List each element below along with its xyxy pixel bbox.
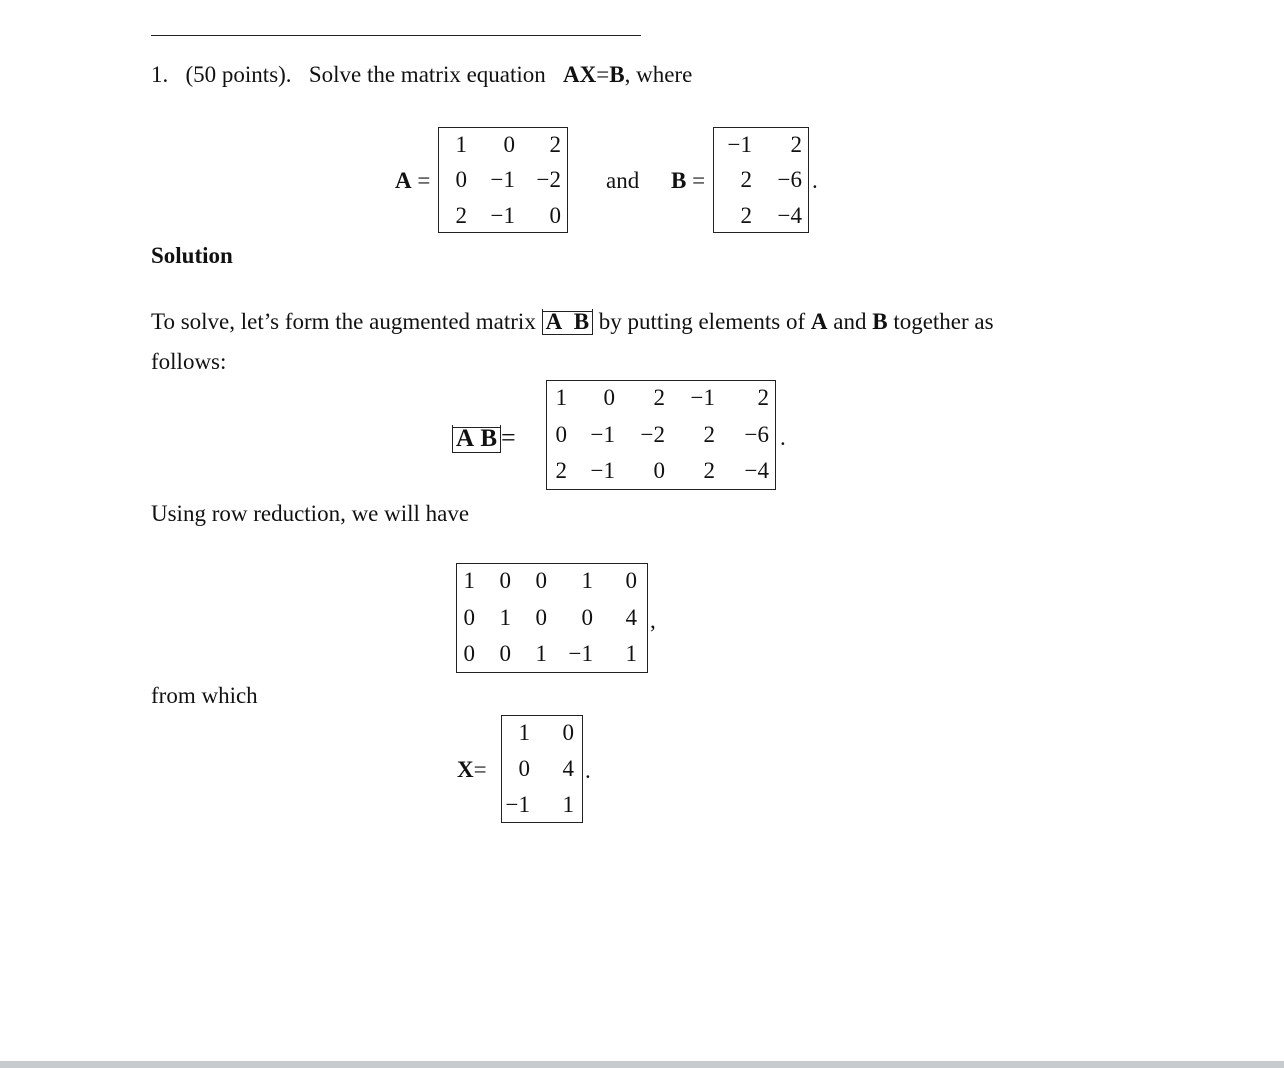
reduced-matrix-cell: 0 <box>625 568 637 593</box>
augmented-matrix-cell: 0 <box>603 385 615 410</box>
matrix-a-cell: 1 <box>455 132 467 157</box>
matrix-a-cell: 2 <box>549 132 561 157</box>
augmented-matrix <box>546 380 776 490</box>
reduced-matrix-cell: 0 <box>463 604 475 630</box>
reduced-matrix-cell: 1 <box>581 568 593 593</box>
matrix-a-cell: 2 <box>455 202 467 228</box>
reduced-matrix-cell: 0 <box>499 568 511 593</box>
matrix-x-label: X= <box>457 757 487 782</box>
page-bottom-bar <box>0 1061 1284 1068</box>
reduced-matrix-cell: 0 <box>463 641 475 667</box>
reduced-comma: , <box>650 608 656 633</box>
matrix-a-cell: −1 <box>490 202 515 228</box>
problem-points: (50 points). <box>185 62 292 87</box>
matrix-x-cell: 1 <box>518 720 530 745</box>
augmented-bracket: A B <box>542 309 593 335</box>
reduced-matrix-cell: 4 <box>625 604 637 630</box>
matrix-a-cell: −2 <box>536 167 561 193</box>
augmented-matrix-cell: −2 <box>640 421 665 447</box>
matrix-b <box>713 127 809 233</box>
augmented-matrix-cell: −1 <box>690 385 715 410</box>
augmented-label: A B = <box>452 423 516 453</box>
matrix-b-cell: −1 <box>727 132 752 157</box>
matrix-x-cell: 0 <box>518 756 530 781</box>
matrix-a-cell: 0 <box>549 202 561 228</box>
matrix-b-cell: 2 <box>740 167 752 193</box>
reduced-matrix-cell: 0 <box>535 568 547 593</box>
from-which-text: from which <box>151 683 258 708</box>
solution-heading: Solution <box>151 243 233 268</box>
problem-after: , where <box>624 62 693 87</box>
matrix-x-cell: 1 <box>562 792 574 817</box>
augmented-matrix-cell: −6 <box>744 421 769 447</box>
matrix-x <box>501 715 583 823</box>
reduced-matrix-cell: 1 <box>499 604 511 630</box>
row-reduction-text: Using row reduction, we will have <box>151 501 470 526</box>
augmented-period: . <box>780 425 786 450</box>
matrix-b-cell: 2 <box>790 132 802 157</box>
augmented-matrix-cell: 0 <box>555 421 567 447</box>
matrix-b-cell: −6 <box>777 167 802 193</box>
reduced-matrix-cell: 0 <box>581 604 593 630</box>
reduced-matrix-cell: 1 <box>463 568 475 593</box>
matrix-a-label: A = <box>395 168 431 193</box>
reduced-matrix-cell: 0 <box>535 604 547 630</box>
augmented-matrix-cell: −4 <box>744 458 769 484</box>
matrix-x-period: . <box>585 758 591 783</box>
problem-statement <box>151 62 692 88</box>
matrix-b-cell: 2 <box>740 202 752 228</box>
augmented-matrix-cell: 0 <box>653 458 665 484</box>
and-word: and <box>606 168 640 193</box>
matrix-a-cell: −1 <box>490 167 515 193</box>
problem-text: Solve the matrix equation <box>308 62 546 87</box>
augmented-matrix-cell: 2 <box>555 458 567 484</box>
augmented-matrix-cell: 2 <box>653 385 665 410</box>
equation-lhs: AX <box>563 62 597 87</box>
matrix-x-cell: 0 <box>562 720 574 745</box>
matrix-b-label: B = <box>671 168 706 193</box>
matrix-a-cell: 0 <box>503 132 515 157</box>
augmented-matrix-cell: 2 <box>757 385 769 410</box>
reduced-matrix-cell: 1 <box>625 641 637 667</box>
matrix-a-cell: 0 <box>455 167 467 193</box>
matrix-b-period: . <box>812 168 818 193</box>
augmented-matrix-cell: 2 <box>703 421 715 447</box>
matrix-x-cell: 4 <box>562 756 574 781</box>
paragraph-line-2: follows: <box>151 349 227 374</box>
paragraph-line-1: To solve, let’s form the augmented matrix A B by putting elements of A and B together as <box>151 309 994 334</box>
reduced-matrix-cell: −1 <box>568 641 593 667</box>
augmented-matrix-cell: −1 <box>590 458 615 484</box>
equation-rhs: B <box>609 62 625 87</box>
equation-sign: = <box>596 62 610 87</box>
reduced-matrix-cell: 1 <box>535 641 547 667</box>
augmented-matrix-cell: 1 <box>555 385 567 410</box>
reduced-matrix-cell: 0 <box>499 641 511 667</box>
augmented-matrix-cell: 2 <box>703 458 715 484</box>
reduced-matrix <box>456 563 648 673</box>
matrix-a <box>438 127 568 233</box>
matrix-b-cell: −4 <box>777 202 802 228</box>
matrix-x-cell: −1 <box>505 792 530 817</box>
problem-number: 1. <box>151 62 169 87</box>
augmented-matrix-cell: −1 <box>590 421 615 447</box>
top-rule <box>151 35 641 36</box>
